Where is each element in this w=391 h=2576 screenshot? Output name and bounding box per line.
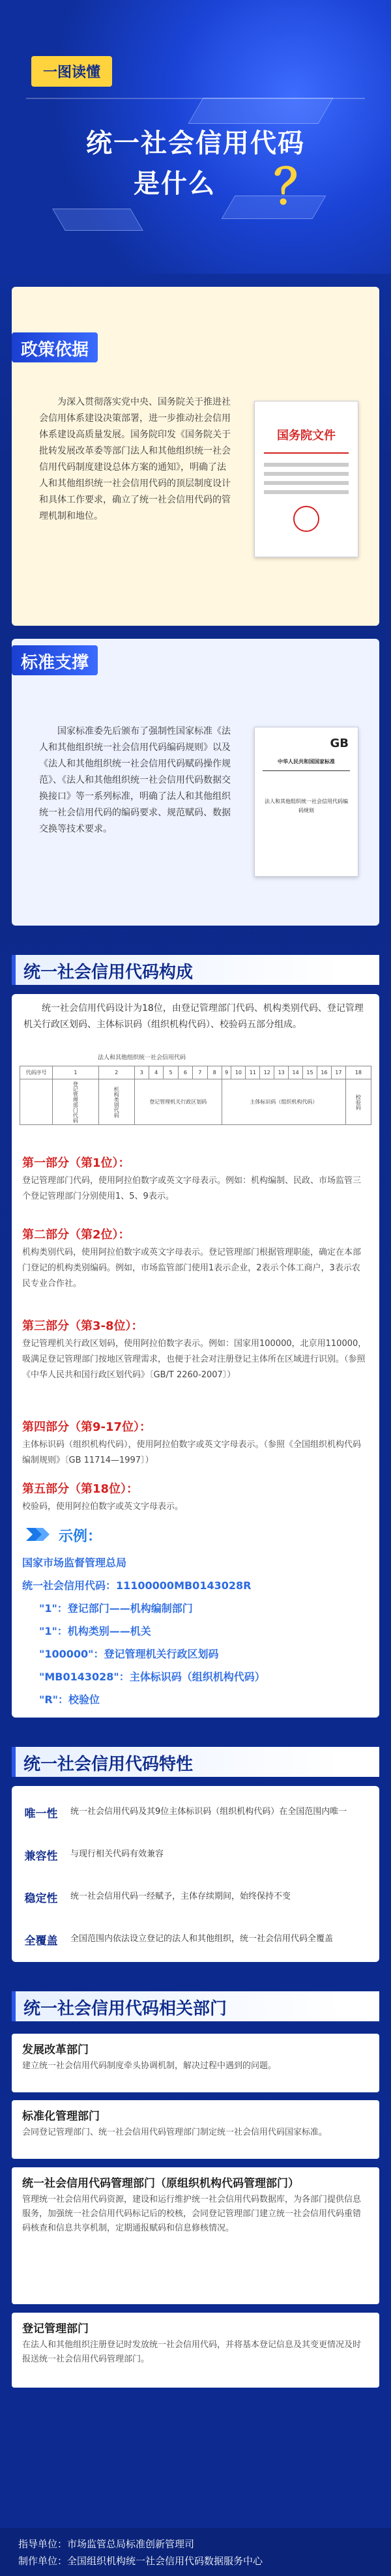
table-cell: 8 xyxy=(207,1066,222,1079)
doc-rule xyxy=(264,452,349,454)
department-card xyxy=(12,2100,379,2159)
table-cell: 6 xyxy=(178,1066,192,1079)
hero-tag: 一图读懂 xyxy=(31,56,112,87)
example-line: "1"：机构类别——机关 xyxy=(39,1625,151,1637)
feature-value: 统一社会信用代码及其9位主体标识码（组织机构代码）在全国范围内唯一 xyxy=(70,1807,347,1817)
table-cell: 10 xyxy=(231,1066,246,1079)
feature-value: 统一社会信用代码一经赋予，主体存续期间，始终保持不变 xyxy=(70,1892,291,1901)
seal-icon xyxy=(293,506,319,532)
footer-guidance: 指导单位：市场监管总局标准创新管理司 xyxy=(18,2538,195,2550)
table-cell: 登记管理机关行政区划码 xyxy=(134,1079,222,1125)
example-line: "MB0143028"：主体标识码（组织机构代码） xyxy=(39,1671,265,1683)
hero-title-line2: 是什么 xyxy=(134,169,216,199)
example-title: 示例： xyxy=(59,1529,102,1545)
table-cell: 16 xyxy=(317,1066,331,1079)
table-row xyxy=(20,1079,371,1125)
feature-value: 与现行相关代码有效兼容 xyxy=(70,1849,164,1859)
part-4-desc: 主体标识码（组织机构代码），使用阿拉伯数字或英文字母表示。（参照《全国组织机构代码编制规则》〔GB 11714—1997〕） xyxy=(22,1440,362,1465)
example-line: "1"：登记部门——机构编制部门 xyxy=(39,1602,193,1615)
arrow-icon xyxy=(26,1525,52,1544)
policy-section-title: 政策依据 xyxy=(12,332,98,362)
part-3-label: 第三部分（第3-8位）： xyxy=(22,1319,143,1333)
table-cell: 12 xyxy=(260,1066,274,1079)
department-name: 统一社会信用代码管理部门（原组织机构代码管理部门） xyxy=(22,2177,299,2190)
example-line: "R"：校验位 xyxy=(39,1693,100,1706)
table-cell: 11 xyxy=(246,1066,260,1079)
hero-banner xyxy=(0,0,391,274)
part-5-desc: 校验码，使用阿拉伯数字或英文字母表示。 xyxy=(22,1502,184,1512)
department-desc: 管理统一社会信用代码资源，建设和运行维护统一社会信用代码数据库，为各部门提供信息服务，加强统一社会信用代码标记后的校核，会同登记管理部门建立统一社会信用代码重错码核查和信息共享机制，定期通报赋码和信息修核情况。 xyxy=(22,2195,362,2233)
department-name: 标准化管理部门 xyxy=(22,2110,100,2123)
feature-value: 全国范围内依法设立登记的法人和其他组织，统一社会信用代码全覆盖 xyxy=(70,1934,334,1944)
doc-name: 法人和其他组织统一社会信用代码编码规则 xyxy=(265,798,348,813)
feature-row xyxy=(12,1793,379,1832)
table-cell: 17 xyxy=(331,1066,345,1079)
feature-row xyxy=(12,1877,379,1916)
divider xyxy=(26,98,365,99)
table-cell: 14 xyxy=(289,1066,303,1079)
part-3-desc: 登记管理机关行政区划码，使用阿拉伯数字表示。例如：国家用100000，北京用110000，吸满足登记管理部门按地区管理需求，也便于社会对注册登记主体所在区域进行识别。（参照《中华人民共和国行政区划代码》〔GB/T 2260-2007〕） xyxy=(22,1339,367,1380)
table-cell: 2 xyxy=(98,1066,134,1079)
example-line: 统一社会信用代码：11100000MB0143028R xyxy=(22,1579,252,1592)
department-card xyxy=(12,2034,379,2092)
department-card xyxy=(12,2313,379,2388)
table-cell: 18 xyxy=(345,1066,371,1079)
code-structure-table xyxy=(20,1066,371,1125)
decor-cube xyxy=(52,209,143,231)
table-cell: 5 xyxy=(164,1066,178,1079)
table-cell: 代码序号 xyxy=(20,1066,53,1079)
table-cell: 1 xyxy=(53,1066,99,1079)
doc-title: 国务院文件 xyxy=(277,429,336,443)
doc-line xyxy=(264,481,349,485)
example-line: "100000"：登记管理机关行政区划码 xyxy=(39,1648,219,1660)
doc-line xyxy=(264,490,349,494)
example-line: 国家市场监督管理总局 xyxy=(22,1557,127,1569)
department-desc: 建立统一社会信用代码制度牵头协调机制，解决过程中遇到的问题。 xyxy=(22,2061,277,2071)
table-row xyxy=(20,1066,371,1079)
decor-cube xyxy=(188,98,333,124)
department-desc: 在法人和其他组织注册登记时发放统一社会信用代码，并将基本登记信息及其变更情况及时报送统一社会信用代码管理部门。 xyxy=(22,2340,362,2364)
doc-line xyxy=(264,472,349,476)
features-section-title: 统一社会信用代码特性 xyxy=(12,1747,379,1777)
part-5-label: 第五部分（第18位）： xyxy=(22,1482,139,1496)
table-cell: 校验码 xyxy=(345,1079,371,1125)
department-name: 发展改革部门 xyxy=(22,2043,89,2056)
part-1-desc: 登记管理部门代码，使用阿拉伯数字或英文字母表示。例如：机构编制、民政、市场监管三个登记管理部门分别使用1、5、9表示。 xyxy=(22,1176,362,1201)
part-2-desc: 机构类别代码，使用阿拉伯数字或英文字母表示。登记管理部门根据管理职能，确定在本部门登记的机构类别编码。例如，市场监管部门使用1表示企业，2表示个体工商户，3表示农民专业合作社。 xyxy=(22,1248,362,1289)
policy-document-image xyxy=(254,401,358,557)
hero-title-line1: 统一社会信用代码 xyxy=(86,128,305,158)
table-caption: 法人和其他组织统一社会信用代码 xyxy=(98,1055,186,1061)
footer-producer: 制作单位：全国组织机构统一社会信用代码数据服务中心 xyxy=(18,2555,263,2567)
table-cell: 13 xyxy=(274,1066,289,1079)
department-name: 登记管理部门 xyxy=(22,2322,89,2335)
standard-section-title: 标准支撑 xyxy=(12,645,98,675)
question-mark-icon: ？ xyxy=(274,159,322,215)
standard-text: 国家标准委先后颁布了强制性国家标准《法人和其他组织统一社会信用代码编码规则》以及《法人和其他组织统一社会信用代码赋码操作规范》、《法人和其他组织统一社会信用代码数据交换接口》等一系列标准，明确了法人和其他组织统一社会信用代码的编码要求、规范赋码、数据交换等技术要求。 xyxy=(39,726,231,834)
table-cell: 登记管理部门代码 xyxy=(53,1079,99,1125)
table-cell: 3 xyxy=(134,1066,149,1079)
policy-text: 为深入贯彻落实党中央、国务院关于推进社会信用体系建设决策部署，进一步推动社会信用体系建设高质量发展。国务院印发《国务院关于批转发展改革委等部门法人和其他组织统一社会信用代码制度建设总体方案的通知》，明确了法人和其他组织统一社会信用代码的顶层制度设计和具体工作要求，确立了统一社会信用代码的管理机制和地位。 xyxy=(39,397,231,521)
part-1-label: 第一部分（第1位）： xyxy=(22,1156,130,1170)
department-desc: 会同登记管理部门、统一社会信用代码管理部门制定统一社会信用代码国家标准。 xyxy=(22,2128,328,2137)
table-cell: 4 xyxy=(149,1066,164,1079)
standard-document-image xyxy=(254,727,358,877)
footer xyxy=(0,2528,391,2576)
table-cell: 机构类别代码 xyxy=(98,1079,134,1125)
doc-caption: 中华人民共和国国家标准 xyxy=(278,759,335,765)
composition-section-title: 统一社会信用代码构成 xyxy=(12,955,379,985)
doc-line xyxy=(264,463,349,467)
table-cell xyxy=(20,1079,53,1125)
table-cell: 15 xyxy=(303,1066,317,1079)
doc-rule xyxy=(263,770,350,771)
feature-key: 兼容性 xyxy=(24,1849,58,1863)
part-4-label: 第四部分（第9-17位）： xyxy=(22,1420,152,1434)
feature-row xyxy=(12,1920,379,1959)
table-cell: 9 xyxy=(222,1066,231,1079)
feature-key: 全覆盖 xyxy=(24,1934,58,1948)
part-2-label: 第二部分（第2位）： xyxy=(22,1228,130,1242)
feature-row xyxy=(12,1835,379,1874)
department-card xyxy=(12,2167,379,2304)
departments-section-title: 统一社会信用代码相关部门 xyxy=(12,1991,379,2021)
feature-key: 稳定性 xyxy=(24,1892,58,1905)
table-cell: 主体标识码（组织机构代码） xyxy=(222,1079,345,1125)
composition-intro: 统一社会信用代码设计为18位，由登记管理部门代码、机构类别代码、登记管理机关行政区划码、主体标识码（组织机构代码）、校验码五部分组成。 xyxy=(23,1003,364,1030)
table-cell: 7 xyxy=(193,1066,207,1079)
feature-key: 唯一性 xyxy=(24,1807,58,1821)
gb-logo: GB xyxy=(330,737,349,750)
